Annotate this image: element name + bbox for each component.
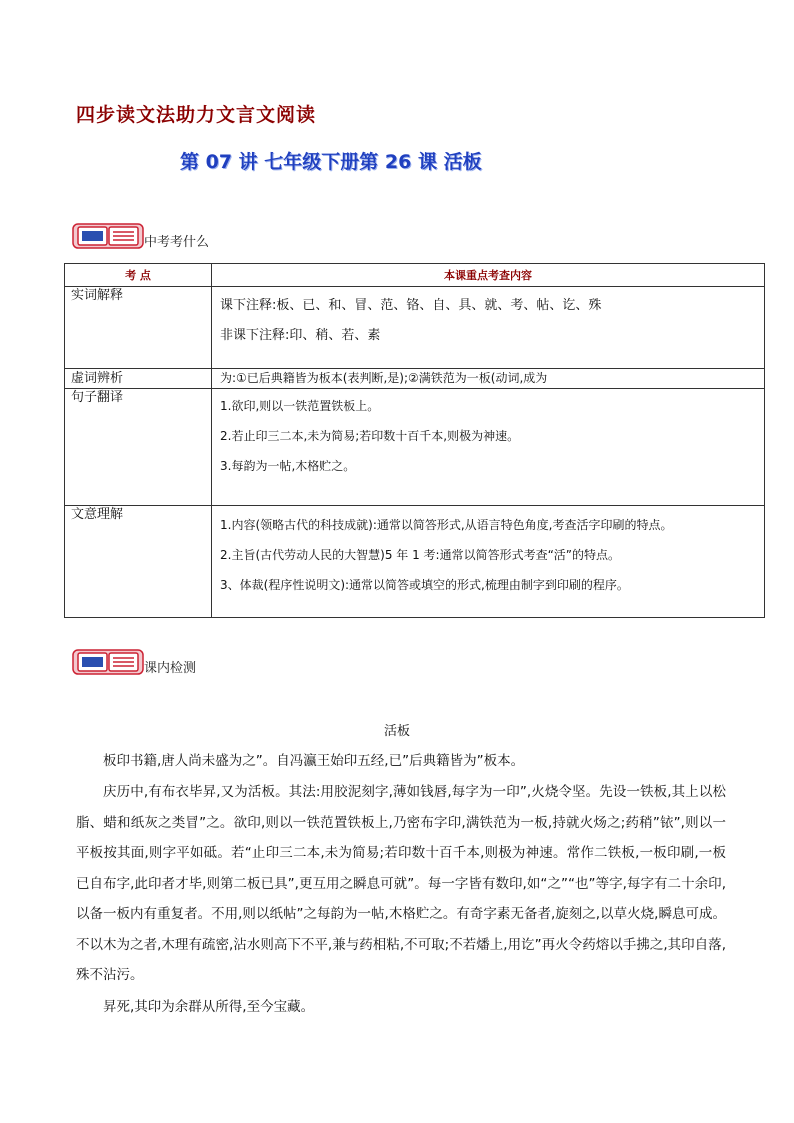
content-line: 非课下注释:印、稍、若、素	[220, 328, 381, 343]
table-cell-point: 句子翻译	[65, 389, 212, 506]
table-row	[65, 369, 765, 389]
table-cell-content	[212, 287, 765, 369]
book-icon	[72, 222, 144, 250]
article-title: 活板	[383, 724, 410, 739]
table-cell-point: 文意理解	[65, 506, 212, 618]
content-line: 1.欲印,则以一铁范置铁板上。	[220, 399, 380, 413]
content-line: 3.每韵为一帖,木格贮之。	[220, 459, 356, 473]
table-row	[65, 506, 765, 618]
article-paragraph: 庆历中,有布衣毕昇,又为活板。其法:用胶泥刻字,薄如钱唇,每字为一印”,火烧令坚。先设一铁板,其上以松脂、蜡和纸灰之类冒”之。欲印,则以一铁范置铁板上,乃密布字印,满铁范为一板,持就火炀之;药稍”铱”,则以一平板按其面,则字平如砥。若“止印三二本,未为简易;若印数十百千本,则极为神速。常作二铁板,一板印刷,一板已自布字,此印者才毕,则第二板已具”,更互用之瞬息可就”。每一字皆有数印,如“之”“也”等字,每字有二十余印,以备一板内有重复者。不用,则以纸帖”之每韵为一帖,木格贮之。有奇字素无备者,旋刻之,以草火烧,瞬息可成。不以木为之者,木理有疏密,沾水则高下不平,兼与药相粘,不可取;不若燔上,用讫”再火令药熔以手拂之,其印自落,殊不沾污。	[76, 784, 726, 983]
table-cell-content	[212, 369, 765, 389]
section-check-label: 课内检测	[144, 661, 197, 676]
table-cell-point: 实词解释	[65, 287, 212, 369]
table-header-point: 考 点	[65, 264, 212, 287]
content-line: 3、体裁(程序性说明文):通常以简答或填空的形式,梳理由制字到印刷的程序。	[220, 578, 629, 592]
table-cell-point: 虚词辨析	[65, 369, 212, 389]
article-paragraph: 昇死,其印为余群从所得,至今宝藏。	[103, 999, 315, 1015]
table-header-row	[65, 264, 765, 287]
table-row	[65, 389, 765, 506]
content-line: 为:①已后典籍皆为板本(表判断,是);②满铁范为一板(动词,成为	[220, 371, 548, 385]
table-cell-content	[212, 389, 765, 506]
key-points-table	[64, 263, 765, 618]
series-title: 四步读文法助力文言文阅读	[76, 104, 317, 126]
article-paragraph: 板印书籍,唐人尚未盛为之”。自冯瀛王始印五经,已”后典籍皆为”板本。	[103, 753, 525, 769]
table-header-content: 本课重点考查内容	[212, 264, 765, 287]
section-check-heading	[72, 648, 196, 676]
content-line: 课下注释:板、已、和、冒、范、铬、自、具、就、考、帖、讫、殊	[220, 298, 602, 313]
table-row	[65, 287, 765, 369]
table-cell-content	[212, 506, 765, 618]
content-line: 1.内容(领略古代的科技成就):通常以简答形式,从语言特色角度,考查活字印刷的特点。	[220, 518, 673, 532]
content-line: 2.若止印三二本,未为简易;若印数十百千本,则极为神速。	[220, 429, 520, 443]
content-line: 2.主旨(古代劳动人民的大智慧)5 年 1 考:通常以简答形式考查“活”的特点。	[220, 548, 621, 562]
book-icon	[72, 648, 144, 676]
section-exam-label: 中考考什么	[144, 235, 210, 250]
section-exam-heading	[72, 222, 209, 250]
lesson-title: 第 07 讲 七年级下册第 26 课 活板	[180, 151, 482, 173]
